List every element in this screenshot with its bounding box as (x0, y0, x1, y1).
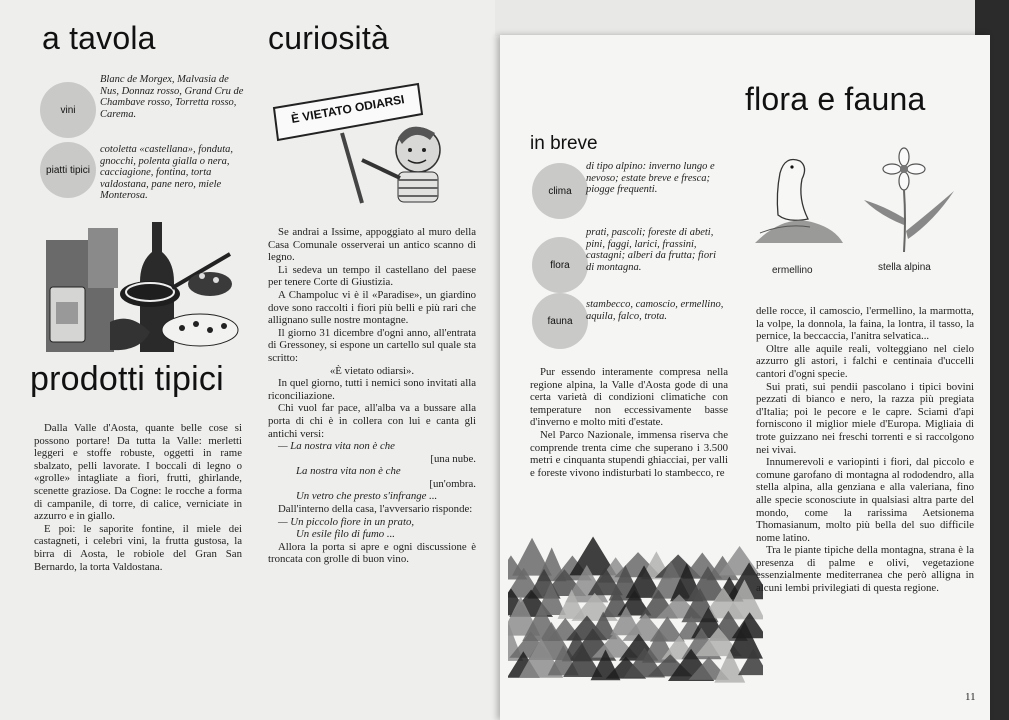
prodotti-paragraph: Dalla Valle d'Aosta, quante belle cose si possono portare! Da tutta la Valle: merletti leggeri e stoffe robuste, oggetti in rame sbalzato, pelli lavorate. I boccali di legno o «grolle» intagliate a fiori, frutti, ghirlande, scenette graziose. Da Cogne: le rocche a forma di campanile, di torre, di calice, verniciate in azzurro e in giallo. (34, 422, 242, 523)
verse-line: — La nostra vita non è che (278, 440, 395, 453)
title-prodotti-tipici: prodotti tipici (30, 360, 224, 398)
curiosita-paragraph: A Champoluc vi è il «Paradise», un giardino dove sono raccolti i fiori più belli e più rari che allignano sulle nostre montagne. (268, 288, 476, 327)
vini-text: Blanc de Morgex, Malvasia de Nus, Donnaz rosso, Grand Cru de Chambave rosso, Torretta rosso, Carema. (100, 74, 244, 120)
caption-stella-alpina: stella alpina (878, 262, 931, 273)
vini-circle (40, 82, 96, 138)
flora-circle (532, 237, 588, 293)
page-number: 11 (965, 691, 976, 703)
curiosita-paragraph: In quel giorno, tutti i nemici sono invitati alla riconciliazione. (268, 377, 476, 402)
curiosita-paragraph: Lì sedeva un tempo il castellano del paese per tenere Corte di Giustizia. (268, 263, 476, 289)
curiosita-paragraph: Chi vuol far pace, all'alba va a bussare alla porta di chi è in collera con lui e canta gli antichi versi: (268, 402, 476, 440)
curiosita-paragraph: Dall'interno della casa, l'avversario risponde: (278, 503, 473, 516)
ermine-illustration (750, 143, 845, 253)
body-paragraph: Tra le piante tipiche della montagna, strana è la presenza di palme e olivi, vegetazione essenzialmente mediterranea che però alligna in alcuni lembi privilegiati di questa regione. (756, 544, 974, 595)
verse-line: [una nube. (430, 452, 476, 465)
edelweiss-illustration (860, 145, 960, 255)
sign-text: È VIETATO ODIARSI (290, 92, 406, 126)
verse-line: La nostra vita non è che (296, 465, 401, 478)
flora-fauna-col2 (756, 305, 974, 595)
piatti-circle (40, 142, 96, 198)
curiosita-quote: «È vietato odiarsi». (329, 364, 415, 377)
clima-text: di tipo alpino: inverno lungo e nevoso; estate breve e fresca; piogge frequenti. (586, 161, 715, 195)
verse-line: [un'ombra. (429, 477, 476, 490)
flora-fauna-col1 (530, 366, 728, 479)
piatti-text: cotoletta «castellana», fonduta, gnocchi, polenta gialla o nera, cacciagione, fontina, torta valdostana, pane nero, miele Monterosa. (100, 144, 233, 201)
title-a-tavola: a tavola (42, 20, 156, 56)
left-page (0, 0, 503, 720)
in-breve-heading: in breve (530, 133, 598, 154)
body-paragraph: Pur essendo interamente compresa nella regione alpina, la Valle d'Aosta gode di una certa varietà di condizioni climatiche con temperature non eccessivamente basse d'inverno e molto miti d'estate. (530, 366, 728, 429)
curiosita-paragraph: Se andrai a Issime, appoggiato al muro della Casa Comunale osserverai un antico scanno di legno. (268, 226, 476, 264)
verse-line: — Un piccolo fiore in un prato, (278, 515, 415, 528)
mountains-illustration (508, 535, 763, 685)
back-sheet (495, 0, 975, 36)
fauna-text: stambecco, camoscio, ermellino, aquila, falco, trota. (586, 299, 724, 322)
title-flora-fauna: flora e fauna (745, 81, 926, 117)
body-paragraph: Sui prati, sui pendii pascolano i tipici bovini pezzati di bianco e nero, la razza più pregiata d'Italia; poi le pecore e le capre. Sciami d'api forniscono il miglior miele d'Europa. Migliaia di trote guizzano nei freschi torrenti e si raccolgono nei vivai. (756, 380, 974, 456)
title-curiosita: curiosità (268, 20, 389, 56)
flora-label: flora (550, 259, 570, 271)
curiosita-paragraph: Allora la porta si apre e ogni discussione è troncata con grolle di buon vino. (268, 540, 476, 566)
vini-label: vini (60, 104, 76, 116)
curiosita-text (268, 226, 476, 566)
prodotti-paragraph: E poi: le saporite fontine, il miele dei castagneti, i celebri vini, la frutta gustosa, la birra di Aosta, le robiole del Gran San Bernardo, la torta Valdostana. (34, 522, 242, 573)
fauna-label: fauna (547, 315, 573, 327)
verse-line: Un esile filo di fumo ... (296, 528, 395, 541)
caption-ermellino: ermellino (772, 265, 813, 276)
clima-circle (532, 163, 588, 219)
body-paragraph: Nel Parco Nazionale, immensa riserva che comprende trenta cime che superano i 3.500 metri e cinquanta stupendi ghiacciai, per valli e foreste vivono indisturbati lo stambecco, re (530, 428, 728, 479)
prodotti-text (34, 422, 242, 573)
body-paragraph: Innumerevoli e variopinti i fiori, dal piccolo e comune garofano di montagna al rododendro, alla stella alpina, alla genziana e alla valeriana, fino alle specie sconosciute in qualsiasi altra parte del mondo, come la rarissima Aetsionema Thomasianum, molto più bella del suo difficile nome latino. (756, 456, 974, 544)
sign-illustration (270, 78, 455, 206)
verse-line: Un vetro che presto s'infrange ... (296, 490, 438, 503)
curiosita-paragraph: Il giorno 31 dicembre d'ogni anno, all'entrata di Gressoney, si espone un cartello sul quale sta scritto: (268, 326, 476, 364)
piatti-label: piatti tipici (46, 164, 90, 176)
right-page (500, 35, 990, 720)
body-paragraph: Oltre alle aquile reali, volteggiano nel cielo azzurro gli astori, i falchi e centinaia d'uccelli cantori d'ogni specie. (756, 342, 974, 380)
body-paragraph: delle rocce, il camoscio, l'ermellino, la marmotta, la volpe, la donnola, la faina, la lontra, il tasso, la pernice, la beccaccia, l'anitra selvatica... (756, 305, 974, 343)
typical-products-illustration (40, 222, 245, 357)
flora-text: prati, pascoli; foreste di abeti, pini, faggi, larici, frassini, castagni; alberi da frutta; fiori di montagna. (586, 227, 717, 273)
clima-label: clima (548, 185, 572, 197)
fauna-circle (532, 293, 588, 349)
